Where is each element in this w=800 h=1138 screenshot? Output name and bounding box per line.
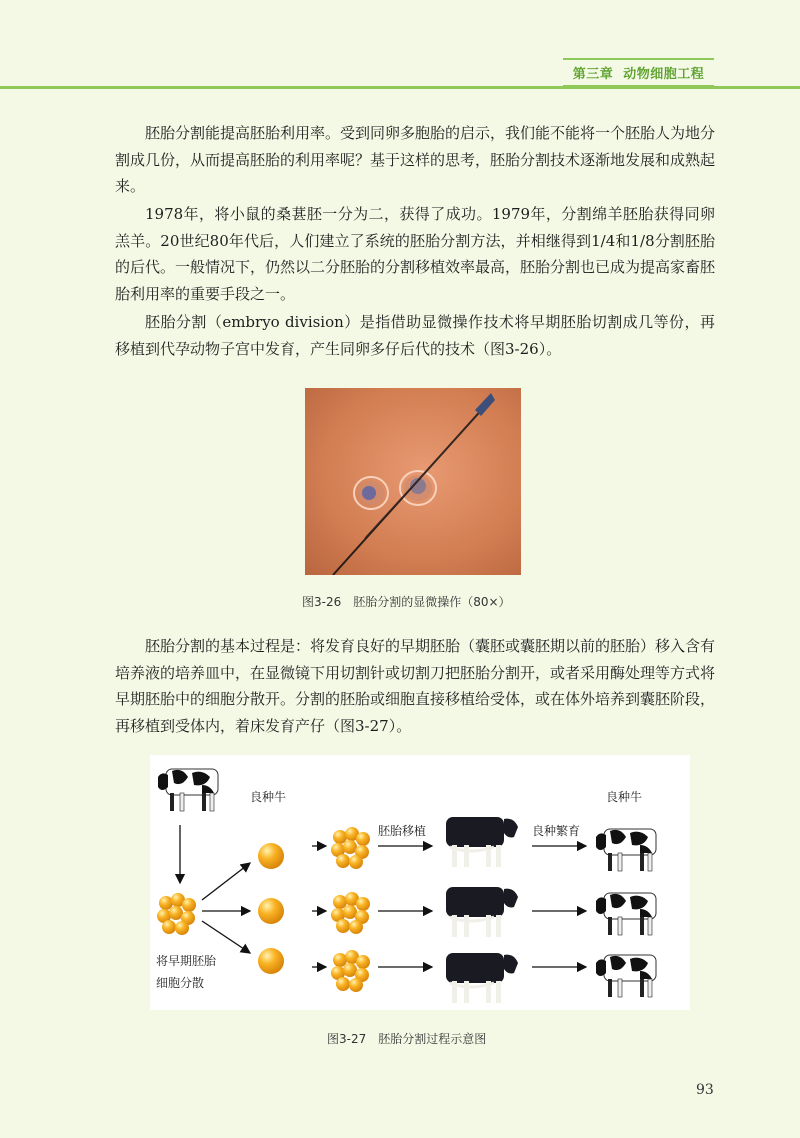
offspring-cow-image [596, 955, 656, 997]
figure-3-26-caption: 图3-26 胚胎分割的显微操作（80×） [302, 595, 511, 609]
embryo-cell [258, 948, 284, 974]
recipient-cow-image [446, 817, 518, 867]
chapter-header [563, 58, 714, 87]
cultured-embryo [331, 892, 370, 934]
arrow-split-bot [202, 921, 250, 953]
chapter-title: 动物细胞工程 [623, 67, 705, 82]
early-embryo [157, 893, 196, 935]
disperse-label-line2: 细胞分散 [156, 976, 205, 990]
paragraph-1: 胚胎分割能提高胚胎利用率。受到同卵多胞胎的启示，我们能不能将一个胚胎人为地分割成几份，从而提高胚胎的利用率呢？基于这样的思考，胚胎分割技术逐渐地发展和成熟起来。 [115, 124, 716, 195]
recipient-cow-image [446, 953, 518, 1003]
paragraph-4: 胚胎分割的基本过程是：将发育良好的早期胚胎（囊胚或囊胚期以前的胚胎）移入含有培养液的培养皿中，在显微镜下用切割针或切割刀把胚胎分割开，或者采用酶处理等方式将早期胚胎中的细胞分散开。分割的胚胎或细胞直接移植给受体，或在体外培养到囊胚阶段，再移植到受体内，着床发育产仔（图3-27）。 [115, 637, 716, 735]
recipient-cow-image [446, 887, 518, 937]
transfer-label: 胚胎移植 [378, 824, 427, 838]
donor-cow-image [158, 769, 218, 811]
page-number: 93 [696, 1082, 714, 1098]
micrograph-photo [305, 388, 521, 575]
chapter-number: 第三章 [572, 67, 614, 82]
disperse-label-line1: 将早期胚胎 [156, 954, 217, 968]
offspring-label: 良种牛 [606, 790, 643, 804]
paragraph-2: 1978年，将小鼠的桑葚胚一分为二，获得了成功。1979年，分割绵羊胚胎获得同卵羔羊。20世纪80年代后，人们建立了系统的胚胎分割方法，并相继得到1/4和1/8分割胚胎的后代。一般情况下，仍然以二分胚胎的分割移植效率最高，胚胎分割也已成为提高家畜胚胎利用率的重要手段之一。 [115, 205, 716, 303]
embryo-cell [258, 843, 284, 869]
cultured-embryo [331, 950, 370, 992]
donor-cow-label: 良种牛 [250, 790, 287, 804]
paragraph-3: 胚胎分割（embryo division）是指借助显微操作技术将早期胚胎切割成几等份，再移植到代孕动物子宫中发育，产生同卵多仔后代的技术（图3-26）。 [115, 313, 715, 358]
figure-3-27-caption: 图3-27 胚胎分割过程示意图 [327, 1032, 487, 1046]
cultured-embryo [331, 827, 370, 869]
header-rule [0, 86, 800, 89]
offspring-cow-image [596, 829, 656, 871]
embryo-cell [258, 898, 284, 924]
offspring-cow-image [596, 893, 656, 935]
arrow-split-top [202, 863, 250, 900]
breeding-label: 良种繁育 [532, 824, 581, 838]
embryo-division-diagram [150, 755, 690, 1010]
